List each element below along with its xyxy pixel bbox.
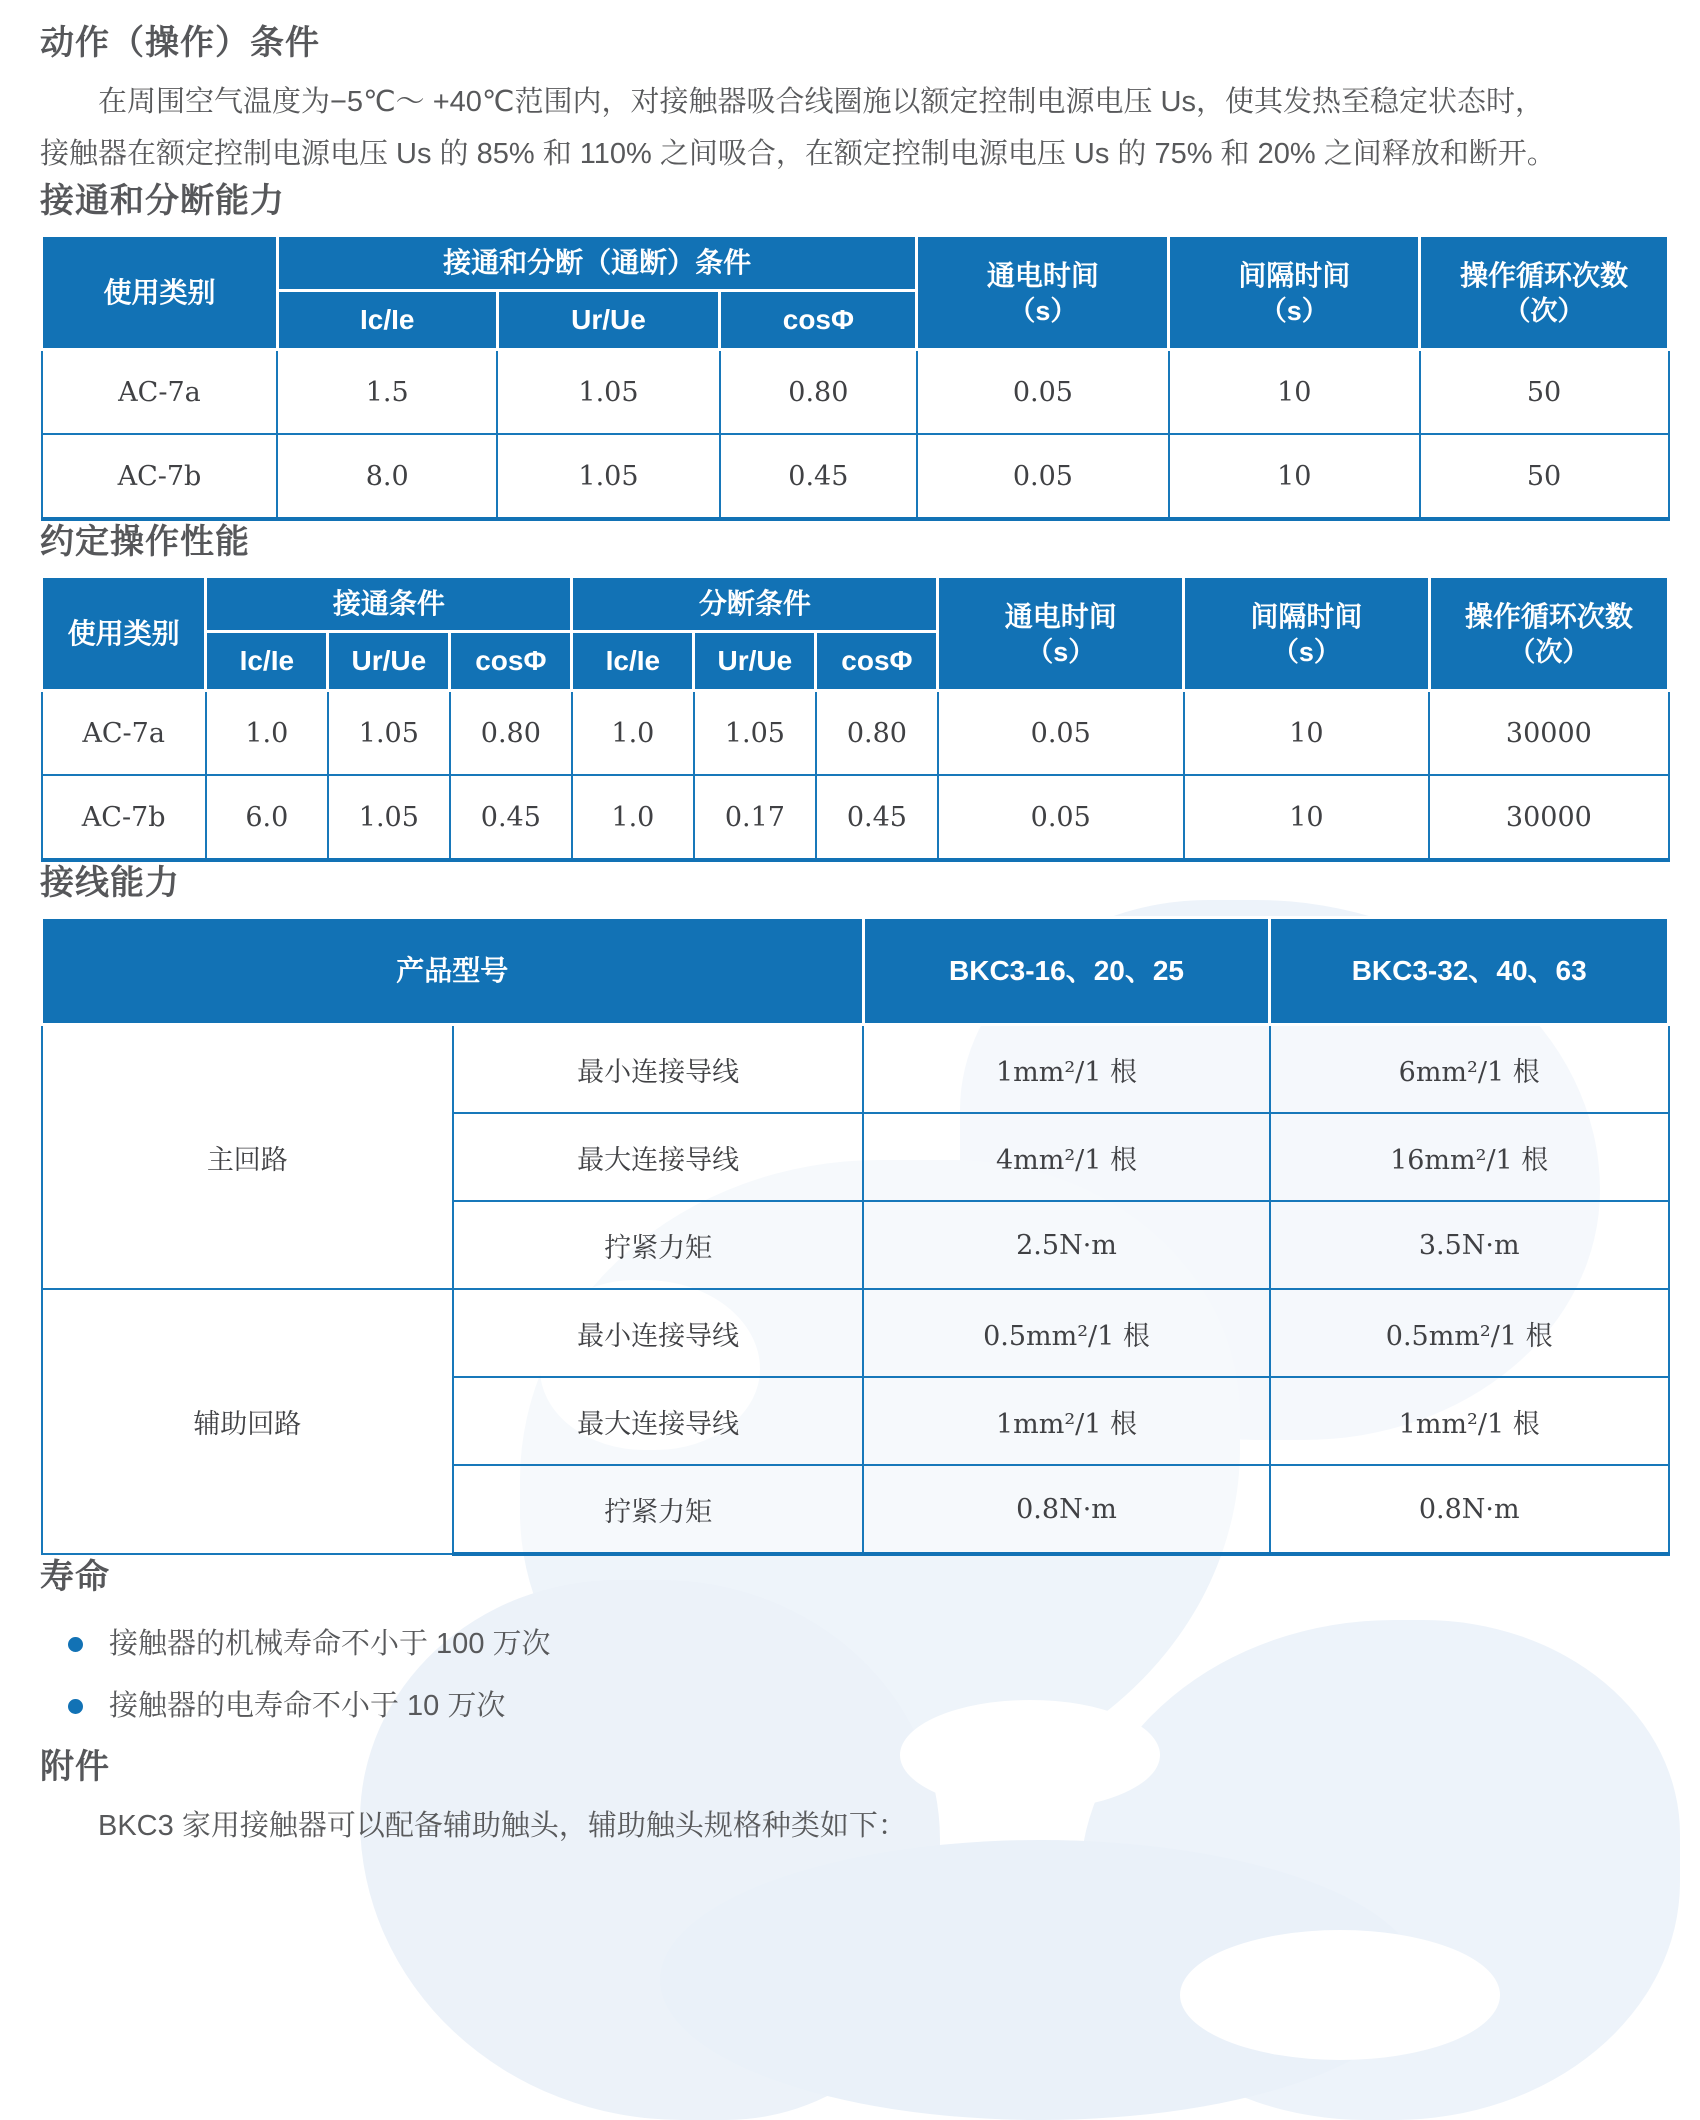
table-row (42, 775, 1669, 860)
bullet-dot-icon (68, 1637, 83, 1652)
header-row (42, 918, 1669, 1025)
table-cell: 1mm²/1 根 (863, 1377, 1270, 1465)
column-header-interval-time (1184, 577, 1430, 691)
bullet-dot-icon (68, 1699, 83, 1714)
column-header-bkc3-32-40-63: BKC3-32、40、63 (1270, 918, 1669, 1025)
paragraph-line: 接触器在额定控制电源电压 Us 的 85% 和 110% 之间吸合，在额定控制电源电压 Us 的 75% 和 20% 之间释放和断开。 (40, 138, 1556, 170)
section-title-life: 寿命 (40, 1558, 110, 1596)
header-unit: （s） (1259, 295, 1329, 326)
column-header-ic-ie: Ic/Ie (206, 632, 328, 691)
header-row (42, 236, 1669, 291)
table-cell: 1.5 (277, 350, 497, 435)
table-cell: 0.5mm²/1 根 (863, 1289, 1270, 1377)
header-label: 间隔时间 (1250, 600, 1363, 632)
section-title-wiring-capacity: 接线能力 (40, 864, 180, 902)
table-cell: 0.45 (720, 434, 917, 519)
section-title-conventional-performance: 约定操作性能 (40, 523, 250, 561)
table-row (42, 434, 1669, 519)
table-cell: AC-7b (42, 434, 278, 519)
table-cell: AC-7a (42, 691, 206, 776)
paragraph-line: 在周围空气温度为−5℃～ +40℃范围内，对接触器吸合线圈施以额定控制电源电压 Us，使其发热至稳定状态时， (98, 86, 1544, 118)
table-cell: 50 (1420, 434, 1669, 519)
table-cell: AC-7a (42, 350, 278, 435)
column-header-on-time (938, 577, 1184, 691)
table-cell: 1.0 (572, 691, 694, 776)
table-cell: 10 (1169, 350, 1420, 435)
table-cell: 30000 (1429, 775, 1668, 860)
row-label: 拧紧力矩 (453, 1201, 863, 1289)
life-bullet-list (40, 1622, 1670, 1728)
table-cell: 10 (1169, 434, 1420, 519)
table-cell: 10 (1184, 775, 1430, 860)
table-cell: 1.0 (206, 691, 328, 776)
table-cell: 30000 (1429, 691, 1668, 776)
column-header-operation-cycles (1429, 577, 1668, 691)
header-label: 操作循环次数 (1460, 259, 1629, 291)
column-header-ic-ie: Ic/Ie (572, 632, 694, 691)
table-cell: 3.5N·m (1270, 1201, 1669, 1289)
section-title-accessories: 附件 (40, 1748, 110, 1786)
column-header-usage-category: 使用类别 (42, 236, 278, 350)
table-cell: 50 (1420, 350, 1669, 435)
table-cell: AC-7b (42, 775, 206, 860)
table-cell: 0.05 (917, 350, 1169, 435)
table-cell: 1mm²/1 根 (1270, 1377, 1669, 1465)
bullet-text: 接触器的机械寿命不小于 100 万次 (109, 1628, 551, 1660)
header-unit: （s） (1008, 295, 1078, 326)
accessories-paragraph: BKC3 家用接触器可以配备辅助触头，辅助触头规格种类如下： (98, 1810, 907, 1842)
column-header-cos-phi: cosΦ (720, 291, 917, 350)
table-cell: 6.0 (206, 775, 328, 860)
table-cell: 0.8N·m (863, 1465, 1270, 1554)
table-cell: 1.05 (694, 691, 816, 776)
column-header-ur-ue: Ur/Ue (497, 291, 720, 350)
column-header-bkc3-16-20-25: BKC3-16、20、25 (863, 918, 1270, 1025)
row-group-label-main-circuit: 主回路 (42, 1025, 454, 1290)
header-label: 操作循环次数 (1464, 600, 1633, 632)
column-header-cos-phi: cosΦ (450, 632, 572, 691)
column-header-ic-ie: Ic/Ie (277, 291, 497, 350)
column-header-interval-time (1169, 236, 1420, 350)
row-label: 最大连接导线 (453, 1113, 863, 1201)
column-header-on-time (917, 236, 1169, 350)
table-cell: 10 (1184, 691, 1430, 776)
column-header-span-conditions: 接通和分断（通断）条件 (277, 236, 916, 291)
header-label: 通电时间 (986, 259, 1099, 291)
table-cell: 0.80 (450, 691, 572, 776)
table-cell: 6mm²/1 根 (1270, 1025, 1669, 1114)
table-cell: 0.17 (694, 775, 816, 860)
making-breaking-capacity-table (40, 234, 1670, 521)
table-cell: 0.5mm²/1 根 (1270, 1289, 1669, 1377)
column-header-operation-cycles (1420, 236, 1669, 350)
table-cell: 1.05 (497, 434, 720, 519)
table-cell: 1.05 (497, 350, 720, 435)
column-header-ur-ue: Ur/Ue (328, 632, 450, 691)
wiring-capacity-table (40, 916, 1670, 1556)
header-unit: （次） (1508, 636, 1590, 667)
table-cell: 1.05 (328, 775, 450, 860)
table-row (42, 1025, 1669, 1114)
header-row (42, 577, 1669, 632)
table-cell: 1mm²/1 根 (863, 1025, 1270, 1114)
table-row (42, 1289, 1669, 1377)
table-cell: 0.80 (720, 350, 917, 435)
row-label: 最大连接导线 (453, 1377, 863, 1465)
table-cell: 0.05 (938, 691, 1184, 776)
list-item (68, 1622, 1670, 1666)
row-label: 拧紧力矩 (453, 1465, 863, 1554)
table-cell: 16mm²/1 根 (1270, 1113, 1669, 1201)
table-cell: 2.5N·m (863, 1201, 1270, 1289)
operating-conditions-paragraph (40, 76, 1670, 180)
conventional-performance-table (40, 575, 1670, 862)
table-cell: 0.8N·m (1270, 1465, 1669, 1554)
table-cell: 0.80 (816, 691, 938, 776)
header-label: 间隔时间 (1238, 259, 1351, 291)
column-header-cos-phi: cosΦ (816, 632, 938, 691)
table-cell: 0.05 (938, 775, 1184, 860)
row-group-label-auxiliary-circuit: 辅助回路 (42, 1289, 454, 1554)
column-header-product-model: 产品型号 (42, 918, 864, 1025)
column-header-span-breaking: 分断条件 (572, 577, 938, 632)
table-cell: 1.05 (328, 691, 450, 776)
row-label: 最小连接导线 (453, 1025, 863, 1114)
header-unit: （s） (1026, 636, 1096, 667)
table-cell: 8.0 (277, 434, 497, 519)
table-cell: 1.0 (572, 775, 694, 860)
header-label: 通电时间 (1004, 600, 1117, 632)
table-row (42, 350, 1669, 435)
column-header-ur-ue: Ur/Ue (694, 632, 816, 691)
column-header-span-making: 接通条件 (206, 577, 572, 632)
section-title-making-breaking-capacity: 接通和分断能力 (40, 182, 285, 220)
table-cell: 0.45 (816, 775, 938, 860)
table-cell: 0.05 (917, 434, 1169, 519)
section-title-operating-conditions: 动作（操作）条件 (40, 24, 320, 62)
header-unit: （次） (1503, 295, 1585, 326)
header-unit: （s） (1271, 636, 1341, 667)
table-cell: 4mm²/1 根 (863, 1113, 1270, 1201)
row-label: 最小连接导线 (453, 1289, 863, 1377)
column-header-usage-category: 使用类别 (42, 577, 206, 691)
bullet-text: 接触器的电寿命不小于 10 万次 (109, 1690, 506, 1722)
list-item (68, 1684, 1670, 1728)
table-cell: 0.45 (450, 775, 572, 860)
map-watermark-hole (1180, 1930, 1500, 2060)
table-row (42, 691, 1669, 776)
